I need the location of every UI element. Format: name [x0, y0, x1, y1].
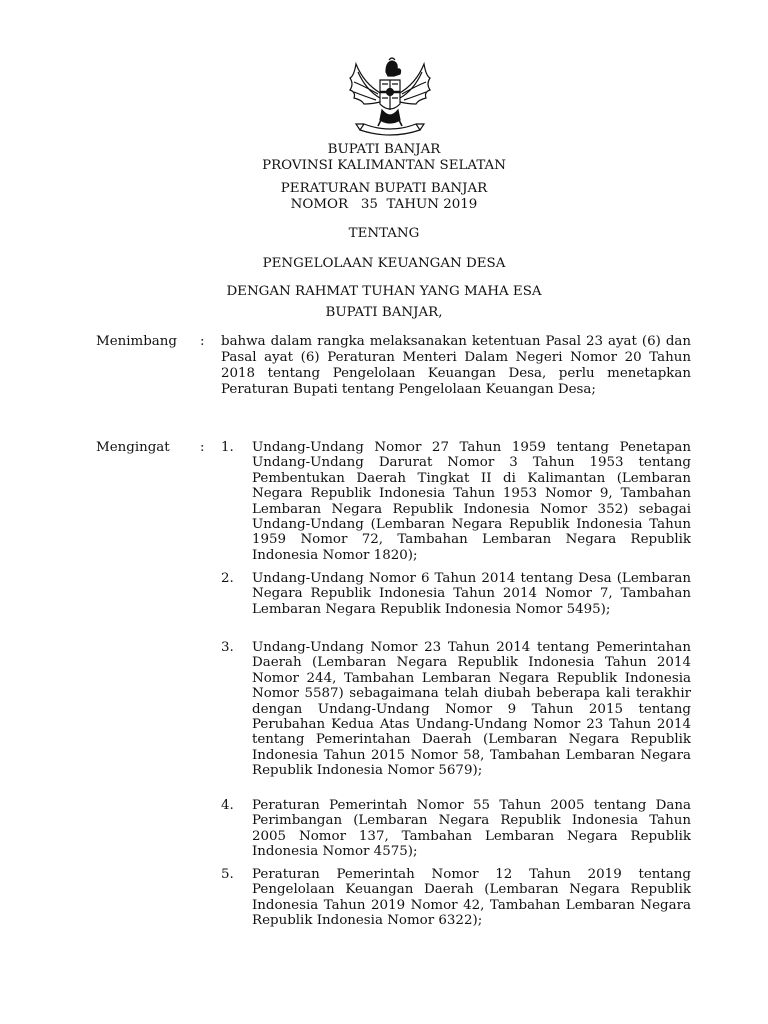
invocation: DENGAN RAHMAT TUHAN YANG MAHA ESA [226, 284, 542, 299]
list-item [221, 798, 691, 860]
list-item-number: 3. [221, 640, 234, 655]
regent-title: BUPATI BANJAR [327, 142, 441, 157]
list-item-text: Undang-Undang Nomor 27 Tahun 1959 tentang Penetapan Undang-Undang Darurat Nomor 3 Tahun 1953 tentang Pembentukan Daerah Tingkat II di Kalimantan (Lembaran Negara Republik Indonesia Tahun 1953 Nomor 9, Tambahan Lembaran Negara Republik Indonesia Nomor 352) sebagai Undang-Undang (Lembaran Negara Republik Indonesia Tahun 1959 Nomor 72, Tambahan Lembaran Negara Republik Indonesia Nomor 1820); [252, 440, 691, 563]
list-item-text: Undang-Undang Nomor 23 Tahun 2014 tentang Pemerintahan Daerah (Lembaran Negara Republik Indonesia Tahun 2014 Nomor 244, Tambahan Lembaran Negara Republik Indonesia Nomor 5587) sebagaimana telah diubah beberapa kali terakhir dengan Undang-Undang Nomor 9 Tahun 2015 tentang Perubahan Kedua Atas Undang-Undang Nomor 23 Tahun 2014 tentang Pemerintahan Daerah (Lembaran Negara Republik Indonesia Tahun 2015 Nomor 58, Tambahan Lembaran Negara Republik Indonesia Nomor 5679); [252, 640, 691, 779]
list-item-number: 4. [221, 798, 234, 813]
menimbang-label: Menimbang [96, 334, 177, 349]
list-item [221, 867, 691, 929]
list-item [221, 440, 691, 563]
list-item-text: Undang-Undang Nomor 6 Tahun 2014 tentang Desa (Lembaran Negara Republik Indonesia Tahun 2014 Nomor 7, Tambahan Lembaran Negara Republik Indonesia Nomor 5495); [252, 571, 691, 617]
tentang-heading: TENTANG [348, 226, 420, 241]
regulation-number: NOMOR 35 TAHUN 2019 [290, 197, 478, 212]
province-title: PROVINSI KALIMANTAN SELATAN [262, 158, 506, 173]
mengingat-colon: : [200, 440, 205, 455]
mengingat-label: Mengingat [96, 440, 170, 455]
list-item-number: 2. [221, 571, 234, 586]
regulation-subject: PENGELOLAAN KEUANGAN DESA [262, 256, 506, 271]
list-item-text: Peraturan Pemerintah Nomor 55 Tahun 2005 tentang Dana Perimbangan (Lembaran Negara Republik Indonesia Tahun 2005 Nomor 137, Tambahan Lembaran Negara Republik Indonesia Nomor 4575); [252, 798, 691, 860]
issuer: BUPATI BANJAR, [325, 305, 443, 320]
list-item-number: 5. [221, 867, 234, 882]
menimbang-text: bahwa dalam rangka melaksanakan ketentuan Pasal 23 ayat (6) dan Pasal ayat (6) Peraturan Menteri Dalam Negeri Nomor 20 Tahun 2018 tentang Pengelolaan Keuangan Desa, perlu menetapkan Peraturan Bupati tentang Pengelolaan Keuangan Desa; [221, 334, 691, 397]
list-item [221, 571, 691, 617]
list-item-text: Peraturan Pemerintah Nomor 12 Tahun 2019 tentang Pengelolaan Keuangan Daerah (Lembaran Negara Republik Indonesia Tahun 2019 Nomor 42, Tambahan Lembaran Negara Republik Indonesia Nomor 6322); [252, 867, 691, 929]
regulation-title: PERATURAN BUPATI BANJAR [280, 181, 488, 196]
menimbang-colon: : [200, 334, 205, 349]
list-item-number: 1. [221, 440, 234, 455]
list-item [221, 640, 691, 779]
garuda-pancasila-emblem-icon [342, 54, 438, 140]
